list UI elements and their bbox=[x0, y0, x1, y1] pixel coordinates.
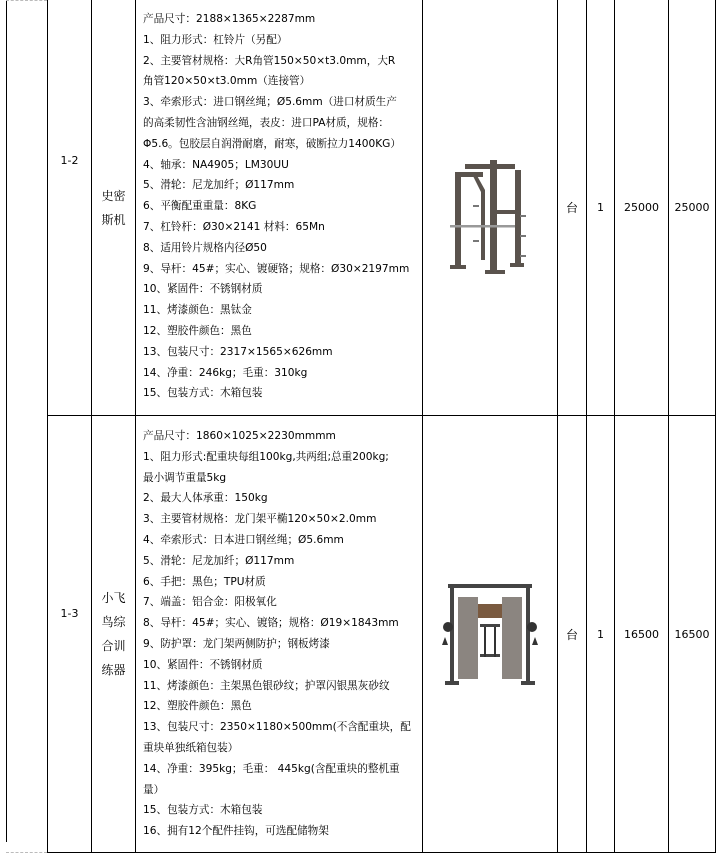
item-id-text: 1-2 bbox=[60, 153, 79, 167]
spec-line: 11、烤漆颜色：主架黑色银砂纹；护罩闪银黑灰砂纹 bbox=[143, 679, 390, 692]
spec-line: 13、包装尺寸：2350×1180×500mm(不含配重块，配 bbox=[143, 721, 411, 734]
col-border bbox=[135, 0, 136, 853]
quantity bbox=[587, 416, 614, 852]
quantity bbox=[587, 0, 614, 415]
spec-line: 6、手把：黑色；TPU材质 bbox=[143, 575, 266, 588]
spec-line: 9、防护罩：龙门架两侧防护；钢板烤漆 bbox=[143, 637, 330, 650]
spec-line: 14、净重：246kg；毛重：310kg bbox=[143, 366, 308, 379]
spec-line: 12、塑胶件颜色：黑色 bbox=[143, 324, 252, 337]
spec-line: 角管120×50×t3.0mm（连接管） bbox=[143, 75, 311, 88]
unit-price-text: 16500 bbox=[624, 627, 659, 641]
unit-text: 台 bbox=[565, 201, 578, 215]
spec-line: 的高柔韧性含油钢丝绳，表皮：进口PA材质，规格： bbox=[143, 116, 390, 129]
spec-line: 10、紧固件：不锈钢材质 bbox=[143, 283, 263, 296]
item-name-line: 合训 bbox=[101, 639, 126, 653]
spec-line: 5、滑轮：尼龙加纤；Ø117mm bbox=[143, 554, 295, 567]
item-id bbox=[48, 416, 91, 810]
item-name-line: 小飞 bbox=[101, 591, 126, 605]
item-specs bbox=[143, 426, 419, 842]
spec-line: 1、阻力形式：杠铃片（另配） bbox=[143, 33, 288, 46]
spec-line: 8、适用铃片规格内径Ø50 bbox=[143, 241, 267, 254]
row-border bbox=[47, 852, 716, 853]
item-name-line: 鸟综 bbox=[101, 615, 126, 629]
item-id bbox=[48, 0, 91, 320]
functional-trainer-image bbox=[423, 576, 557, 696]
item-name bbox=[92, 0, 135, 415]
smith-machine-icon bbox=[445, 150, 535, 275]
col-border bbox=[6, 0, 7, 842]
item-name bbox=[92, 416, 135, 852]
spec-line: 重块单独纸箱包装） bbox=[143, 741, 239, 754]
col-border bbox=[715, 0, 716, 853]
total-price-text: 25000 bbox=[674, 201, 710, 214]
spec-line: 3、主要管材规格：龙门架平椭120×50×2.0mm bbox=[143, 513, 377, 526]
unit-text: 台 bbox=[565, 627, 578, 642]
spec-line: 4、牵索形式：日本进口钢丝绳；Ø5.6mm bbox=[143, 533, 344, 546]
spec-line: 6、平衡配重重量：8KG bbox=[143, 200, 257, 213]
item-name-line: 史密 bbox=[101, 188, 126, 203]
total-price-text: 16500 bbox=[674, 627, 710, 641]
spec-line: 15、包装方式：木箱包装 bbox=[143, 804, 263, 817]
page-edge-dash bbox=[6, 852, 47, 854]
spec-line: 4、轴承：NA4905；LM30UU bbox=[143, 158, 289, 171]
spec-line: 11、烤漆颜色：黑钛金 bbox=[143, 304, 252, 317]
spec-line: 7、杠铃杆：Ø30×2141 材料：65Mn bbox=[143, 220, 325, 233]
col-border bbox=[422, 0, 423, 853]
item-specs bbox=[143, 9, 419, 404]
spec-line: 8、导杆：45#；实心、镀铬；规格：Ø19×1843mm bbox=[143, 617, 399, 630]
spec-line: 1、阻力形式:配重块每组100kg,共两组;总重200kg; bbox=[143, 450, 389, 463]
spec-line: 16、拥有12个配件挂钩，可选配储物架 bbox=[143, 825, 329, 838]
unit bbox=[558, 0, 586, 415]
spec-line: 3、牵索形式：进口钢丝绳；Ø5.6mm（进口材质生产 bbox=[143, 96, 397, 109]
item-name-line: 练器 bbox=[101, 663, 126, 677]
spec-line: 13、包装尺寸：2317×1565×626mm bbox=[143, 345, 333, 358]
total-price bbox=[669, 0, 715, 415]
spec-line: 10、紧固件：不锈钢材质 bbox=[143, 658, 263, 671]
functional-trainer-icon bbox=[440, 579, 540, 694]
unit-price bbox=[615, 416, 668, 852]
unit bbox=[558, 416, 586, 852]
spec-line: 产品尺寸：2188×1365×2287mm bbox=[143, 13, 316, 25]
spec-line: 15、包装方式：木箱包装 bbox=[143, 387, 263, 400]
item-name-line: 斯机 bbox=[101, 212, 126, 227]
spec-line: 7、端盖：铝合金：阳极氧化 bbox=[143, 596, 277, 609]
spec-line: 2、主要管材规格：大R角管150×50×t3.0mm，大R bbox=[143, 54, 396, 67]
spec-line: 5、滑轮：尼龙加纤；Ø117mm bbox=[143, 179, 295, 192]
item-id-text: 1-3 bbox=[60, 606, 79, 620]
spec-line: 12、塑胶件颜色：黑色 bbox=[143, 700, 252, 713]
spec-line: 最小调节重量5kg bbox=[143, 471, 227, 484]
unit-price-text: 25000 bbox=[624, 201, 659, 214]
spec-line: Φ5.6。包胶层自润滑耐磨，耐寒，破断拉力1400KG） bbox=[143, 137, 401, 150]
quantity-text: 1 bbox=[597, 627, 604, 641]
spec-line: 9、导杆：45#；实心、镀硬铬；规格：Ø30×2197mm bbox=[143, 262, 410, 275]
spec-line: 量） bbox=[143, 783, 165, 796]
unit-price bbox=[615, 0, 668, 415]
spec-line: 产品尺寸：1860×1025×2230mmmm bbox=[143, 430, 336, 442]
spec-line: 2、最大人体承重：150kg bbox=[143, 492, 268, 505]
spec-line: 14、净重：395kg；毛重： 445kg(含配重块的整机重 bbox=[143, 762, 400, 775]
page-edge-dash bbox=[6, 0, 47, 2]
quantity-text: 1 bbox=[597, 201, 604, 214]
smith-machine-image bbox=[423, 140, 557, 285]
total-price bbox=[669, 416, 715, 852]
